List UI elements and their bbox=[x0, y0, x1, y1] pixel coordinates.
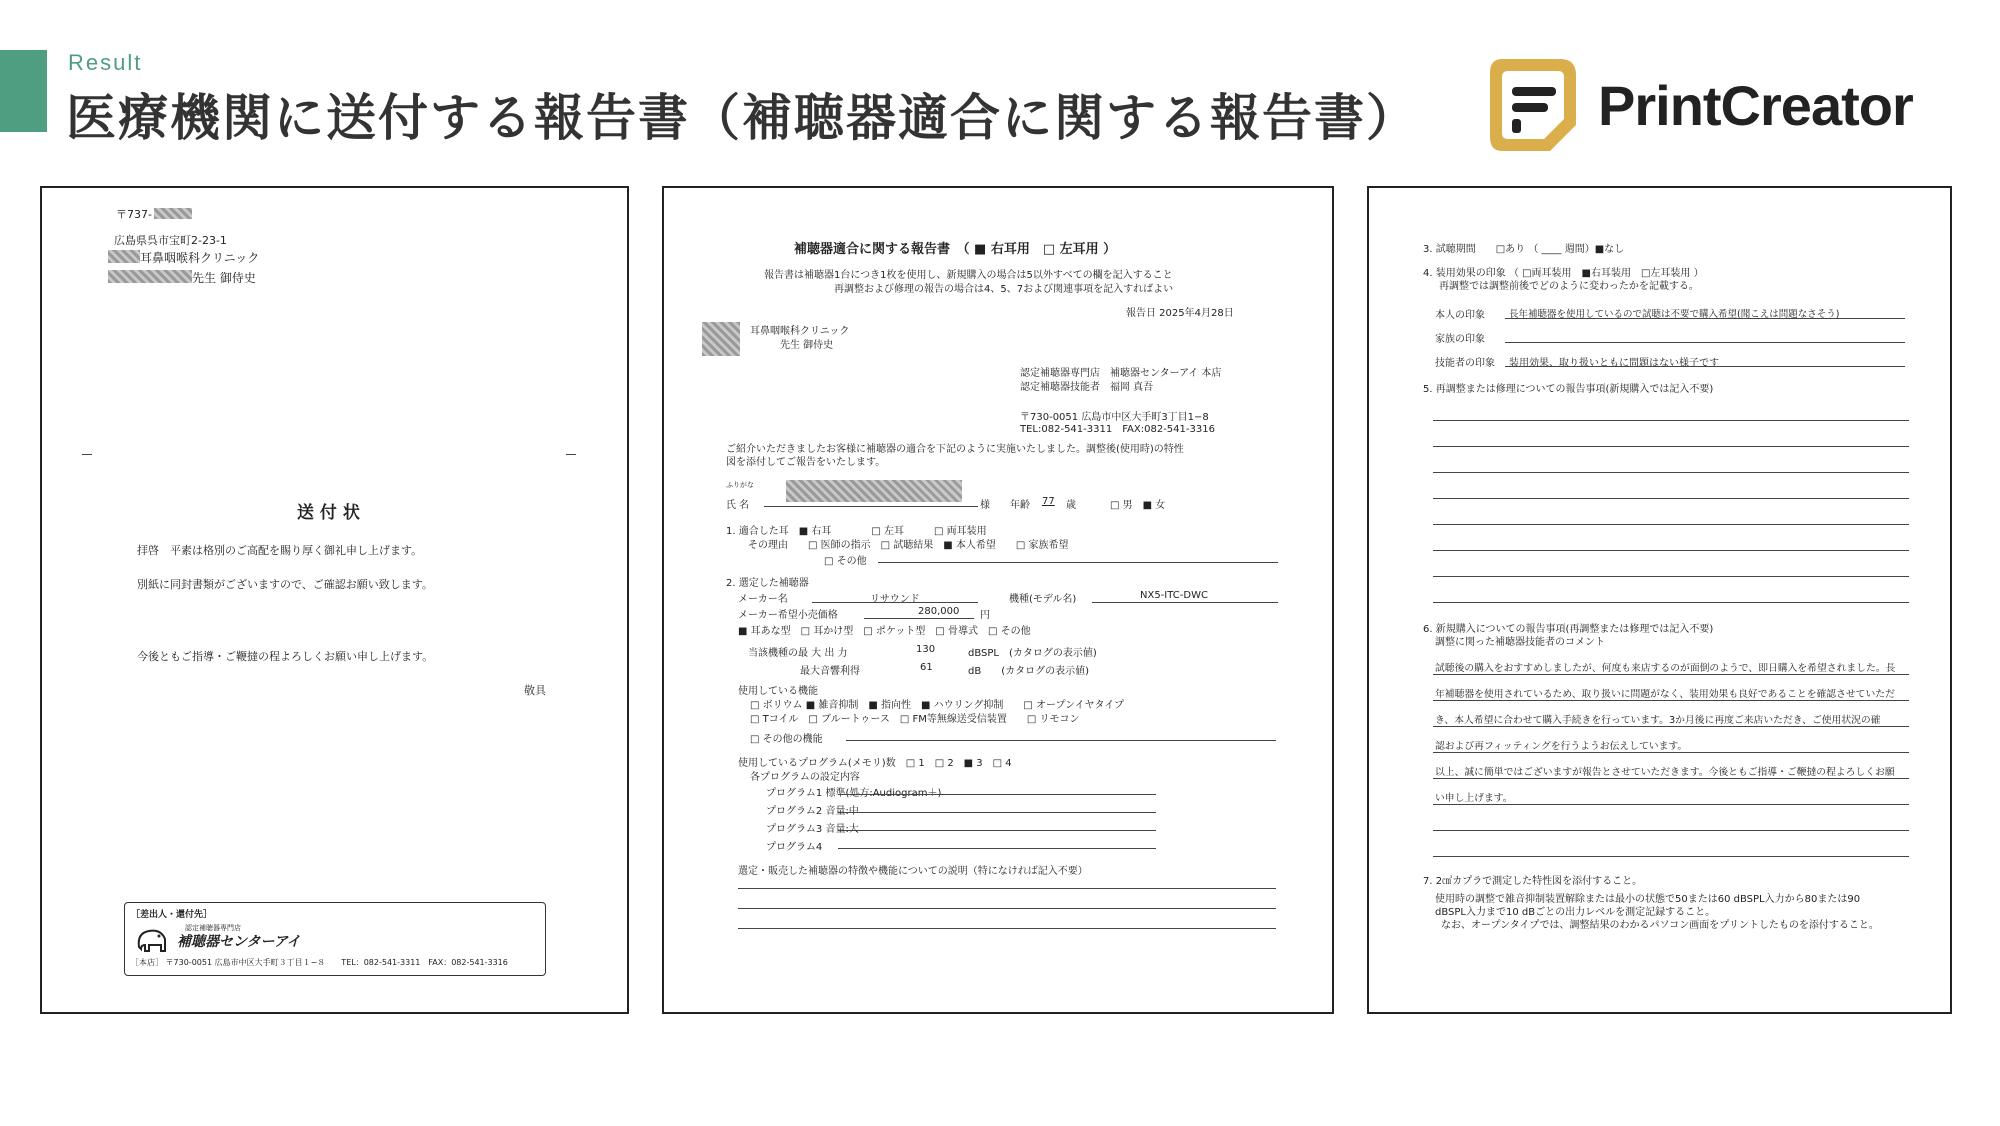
section-5-line bbox=[1433, 602, 1909, 603]
section-6-title: 6. 新規購入についての報告事項(再調整または修理では記入不要) bbox=[1423, 624, 1714, 635]
report-page-2 bbox=[1367, 186, 1952, 1014]
sama-label: 様 bbox=[980, 500, 990, 511]
recipient-address: 広島県呉市宝町2-23-1 bbox=[114, 234, 227, 247]
section-5-line bbox=[1433, 550, 1909, 551]
section-5-line bbox=[1433, 524, 1909, 525]
description-line bbox=[738, 888, 1276, 889]
letter-title: 送 付 状 bbox=[297, 503, 360, 523]
report-clinic: 耳鼻咽喉科クリニック bbox=[750, 326, 850, 337]
comment-line: 認および再フィッティングを行うようお伝えしています。 bbox=[1435, 741, 1688, 752]
cover-letter-page bbox=[40, 186, 629, 1014]
section-1-reason: その理由 □ 医師の指示 □ 試聴結果 ■ 本人希望 □ 家族希望 bbox=[748, 540, 1069, 551]
technician-name: 認定補聴器技能者 福岡 真吾 bbox=[1020, 382, 1154, 393]
section-5-line bbox=[1433, 498, 1909, 499]
section-5-line bbox=[1433, 446, 1909, 447]
section-7-title: 7. 2㎤カプラで測定した特性図を添付すること。 bbox=[1423, 876, 1643, 887]
shop-address: 〒730-0051 広島市中区大手町3丁目1−8 bbox=[1020, 412, 1209, 423]
letter-body-1: 拝啓 平素は格別のご高配を賜り厚く御礼申し上げます。 bbox=[137, 544, 423, 557]
functions-row-1: □ ボリウム ■ 雑音抑制 ■ 指向性 ■ ハウリング抑制 □ オープンイヤタイプ bbox=[750, 700, 1125, 711]
functions-label: 使用している機能 bbox=[738, 686, 818, 697]
section-5-line bbox=[1433, 576, 1909, 577]
name-label: 氏 名 bbox=[726, 500, 750, 511]
section-5-title: 5. 再調整または修理についての報告事項(新規購入では記入不要) bbox=[1423, 384, 1714, 395]
program-4-line bbox=[838, 848, 1156, 849]
redacted-block bbox=[108, 250, 140, 263]
section-1-other: □ その他 bbox=[824, 556, 867, 567]
model-underline bbox=[1092, 602, 1278, 603]
other-underline bbox=[878, 562, 1278, 563]
name-underline bbox=[764, 506, 978, 507]
report-title: 補聴器適合に関する報告書 （ ■ 右耳用 □ 左耳用 ） bbox=[794, 242, 1117, 257]
maker-underline bbox=[812, 602, 978, 603]
program-2-line bbox=[838, 812, 1156, 813]
gender-options: □ 男 ■ 女 bbox=[1110, 500, 1166, 511]
model-value: NX5-ITC-DWC bbox=[1140, 590, 1208, 601]
programs-label: 使用しているプログラム(メモリ)数 □ 1 □ 2 ■ 3 □ 4 bbox=[738, 758, 1012, 769]
recipient-doctor: 先生 御侍史 bbox=[192, 271, 256, 285]
comment-line: い申し上げます。 bbox=[1435, 793, 1513, 804]
program-1: プログラム1 標準(処方:Audiogram＋) bbox=[766, 788, 942, 799]
report-note-2: 再調整および修理の報告の場合は4、5、7および関連事項を記入すればよい bbox=[834, 284, 1174, 295]
report-doctor: 先生 御侍史 bbox=[780, 340, 834, 351]
sender-address: ［本店］ 〒730-0051 広島市中区大手町３丁目１−８ TEL：082-541-3311 FAX：082-541-3316 bbox=[131, 958, 508, 967]
tech-impression-label: 技能者の印象 bbox=[1435, 358, 1495, 369]
program-1-line bbox=[838, 794, 1156, 795]
sender-name: 補聴器センターアイ bbox=[177, 934, 301, 950]
programs-sub: 各プログラムの設定内容 bbox=[750, 772, 860, 783]
section-4-sub: 再調整では調整前後でどのように変わったかを記載する。 bbox=[1439, 281, 1699, 292]
section-5-line bbox=[1433, 472, 1909, 473]
self-impression-line bbox=[1505, 318, 1905, 319]
self-impression-text: 長年補聴器を使用しているので試聴は不要で購入希望(聞こえは問題なさそう) bbox=[1509, 309, 1840, 320]
model-label: 機種(モデル名) bbox=[1009, 594, 1077, 605]
price-unit: 円 bbox=[980, 610, 990, 621]
comment-underline bbox=[1433, 700, 1909, 701]
program-3-line bbox=[838, 830, 1156, 831]
sender-label: ［差出人・還付先］ bbox=[131, 910, 213, 920]
age-label: 年齢 bbox=[1010, 500, 1030, 511]
furigana-label: ふりがな bbox=[726, 481, 754, 489]
comment-line: 試聴後の購入をおすすめしましたが、何度も来店するのが面倒のようで、即日購入を希望されました。長 bbox=[1435, 663, 1896, 674]
description-label: 選定・販売した補聴器の特徴や機能についての説明（特になければ記入不要） bbox=[738, 866, 1088, 877]
section-2-title: 2. 選定した補聴器 bbox=[726, 578, 809, 589]
functions-underline bbox=[846, 740, 1276, 741]
program-2: プログラム2 音量:中 bbox=[766, 806, 859, 817]
redacted-block bbox=[154, 208, 192, 219]
section-3-trial: 3. 試聴期間 □あり （ ____ 週間）■なし bbox=[1423, 244, 1625, 255]
letter-closing: 敬具 bbox=[524, 684, 546, 697]
sender-subtitle: 認定補聴器専門店 bbox=[185, 924, 241, 932]
brand-logo bbox=[1488, 55, 1948, 155]
fold-mark bbox=[566, 454, 576, 455]
price-underline bbox=[864, 618, 974, 619]
report-date: 報告日 2025年4月28日 bbox=[1126, 308, 1234, 319]
description-line bbox=[738, 908, 1276, 909]
section-4-effect: 4. 装用効果の印象 （ □両耳装用 ■右耳装用 □左耳装用 ） bbox=[1423, 268, 1704, 279]
letter-body-3: 今後ともご指導・ご鞭撻の程よろしくお願い申し上げます。 bbox=[137, 650, 434, 663]
description-line bbox=[738, 928, 1276, 929]
sender-box bbox=[124, 902, 546, 976]
postal-code: 〒737- bbox=[116, 208, 152, 221]
max-gain-value: 61 bbox=[920, 662, 933, 673]
max-output-label: 当該機種の最 大 出 力 bbox=[748, 648, 848, 659]
printcreator-logo-icon bbox=[1488, 55, 1583, 155]
max-gain-label: 最大音響利得 bbox=[800, 666, 860, 677]
family-impression-label: 家族の印象 bbox=[1435, 334, 1485, 345]
section-7-line-3: なお、オープンタイプでは、調整結果のわかるパソコン画面をプリントしたものを添付すること。 bbox=[1441, 920, 1879, 931]
section-7-line-2: dBSPL入力まで10 dBごとの出力レベルを測定記録すること。 bbox=[1435, 907, 1716, 918]
price-value: 280,000 bbox=[918, 606, 960, 617]
logo-text: PrintCreator bbox=[1598, 74, 1913, 137]
shop-contact: TEL:082-541-3311 FAX:082-541-3316 bbox=[1020, 424, 1215, 435]
redacted-block bbox=[702, 322, 740, 356]
maker-label: メーカー名 bbox=[738, 594, 788, 605]
section-5-line bbox=[1433, 420, 1909, 421]
section-6-sub: 調整に関った補聴器技能者のコメント bbox=[1435, 637, 1605, 648]
maker-value: リサウンド bbox=[870, 594, 920, 605]
section-7-line-1: 使用時の調整で雑音抑制装置解除または最小の状態で50または60 dBSPL入力から80または90 bbox=[1435, 894, 1861, 905]
redacted-name bbox=[786, 480, 962, 502]
age-unit: 歳 bbox=[1066, 500, 1076, 511]
accent-bar bbox=[0, 50, 47, 132]
elephant-logo-icon bbox=[135, 925, 171, 955]
report-note-1: 報告書は補聴器1台につき1枚を使用し、新規購入の場合は5以外すべての欄を記入すること bbox=[764, 270, 1173, 281]
max-gain-unit: dB (カタログの表示値) bbox=[968, 666, 1090, 677]
comment-underline bbox=[1433, 726, 1909, 727]
comment-underline bbox=[1433, 778, 1909, 779]
comment-underline bbox=[1433, 856, 1909, 857]
functions-row-2: □ Tコイル □ ブルートゥース □ FM等無線送受信装置 □ リモコン bbox=[750, 714, 1080, 725]
max-output-unit: dBSPL (カタログの表示値) bbox=[968, 648, 1097, 659]
comment-underline bbox=[1433, 674, 1909, 675]
age-value: 77 bbox=[1042, 496, 1055, 507]
redacted-block bbox=[108, 270, 192, 283]
comment-line: 年補聴器を使用されているため、取り扱いに問題がなく、装用効果も良好であることを確認させていただ bbox=[1435, 689, 1895, 700]
comment-underline bbox=[1433, 830, 1909, 831]
report-intro-2: 図を添付してご報告をいたします。 bbox=[726, 457, 886, 468]
report-page-1 bbox=[662, 186, 1334, 1014]
section-label: Result bbox=[68, 50, 143, 75]
comment-underline bbox=[1433, 752, 1909, 753]
slide-title: 医療機関に送付する報告書（補聴器適合に関する報告書） bbox=[66, 89, 1418, 147]
section-1-ear: 1. 適合した耳 ■ 右耳 □ 左耳 □ 両耳装用 bbox=[726, 526, 987, 537]
recipient-clinic: 耳鼻咽喉科クリニック bbox=[140, 251, 260, 265]
max-output-value: 130 bbox=[916, 644, 936, 655]
program-3: プログラム3 音量:大 bbox=[766, 824, 859, 835]
family-impression-line bbox=[1505, 342, 1905, 343]
tech-impression-text: 装用効果、取り扱いともに問題はない様子です bbox=[1509, 358, 1719, 369]
comment-line: き、本人希望に合わせて購入手続きを行っています。3か月後に再度ご来店いただき、ご使用状況の確 bbox=[1435, 715, 1881, 726]
letter-body-2: 別紙に同封書類がございますので、ご確認お願い致します。 bbox=[137, 578, 433, 591]
comment-line: 以上、誠に簡単ではございますが報告とさせていただきます。今後ともご指導・ご鞭撻の程よろしくお願 bbox=[1435, 767, 1895, 778]
report-intro-1: ご紹介いただきましたお客様に補聴器の適合を下記のように実施いたしました。調整後(使用時)の特性 bbox=[726, 444, 1184, 455]
hearing-aid-types: ■ 耳あな型 □ 耳かけ型 □ ポケット型 □ 骨導式 □ その他 bbox=[738, 626, 1031, 637]
price-label: メーカー希望小売価格 bbox=[738, 610, 838, 621]
functions-row-3: □ その他の機能 bbox=[750, 734, 823, 745]
program-4: プログラム4 bbox=[766, 842, 823, 853]
tech-impression-line bbox=[1505, 366, 1905, 367]
self-impression-label: 本人の印象 bbox=[1435, 310, 1485, 321]
comment-underline bbox=[1433, 804, 1909, 805]
shop-name: 認定補聴器専門店 補聴器センターアイ 本店 bbox=[1020, 368, 1222, 379]
fold-mark bbox=[82, 454, 92, 455]
